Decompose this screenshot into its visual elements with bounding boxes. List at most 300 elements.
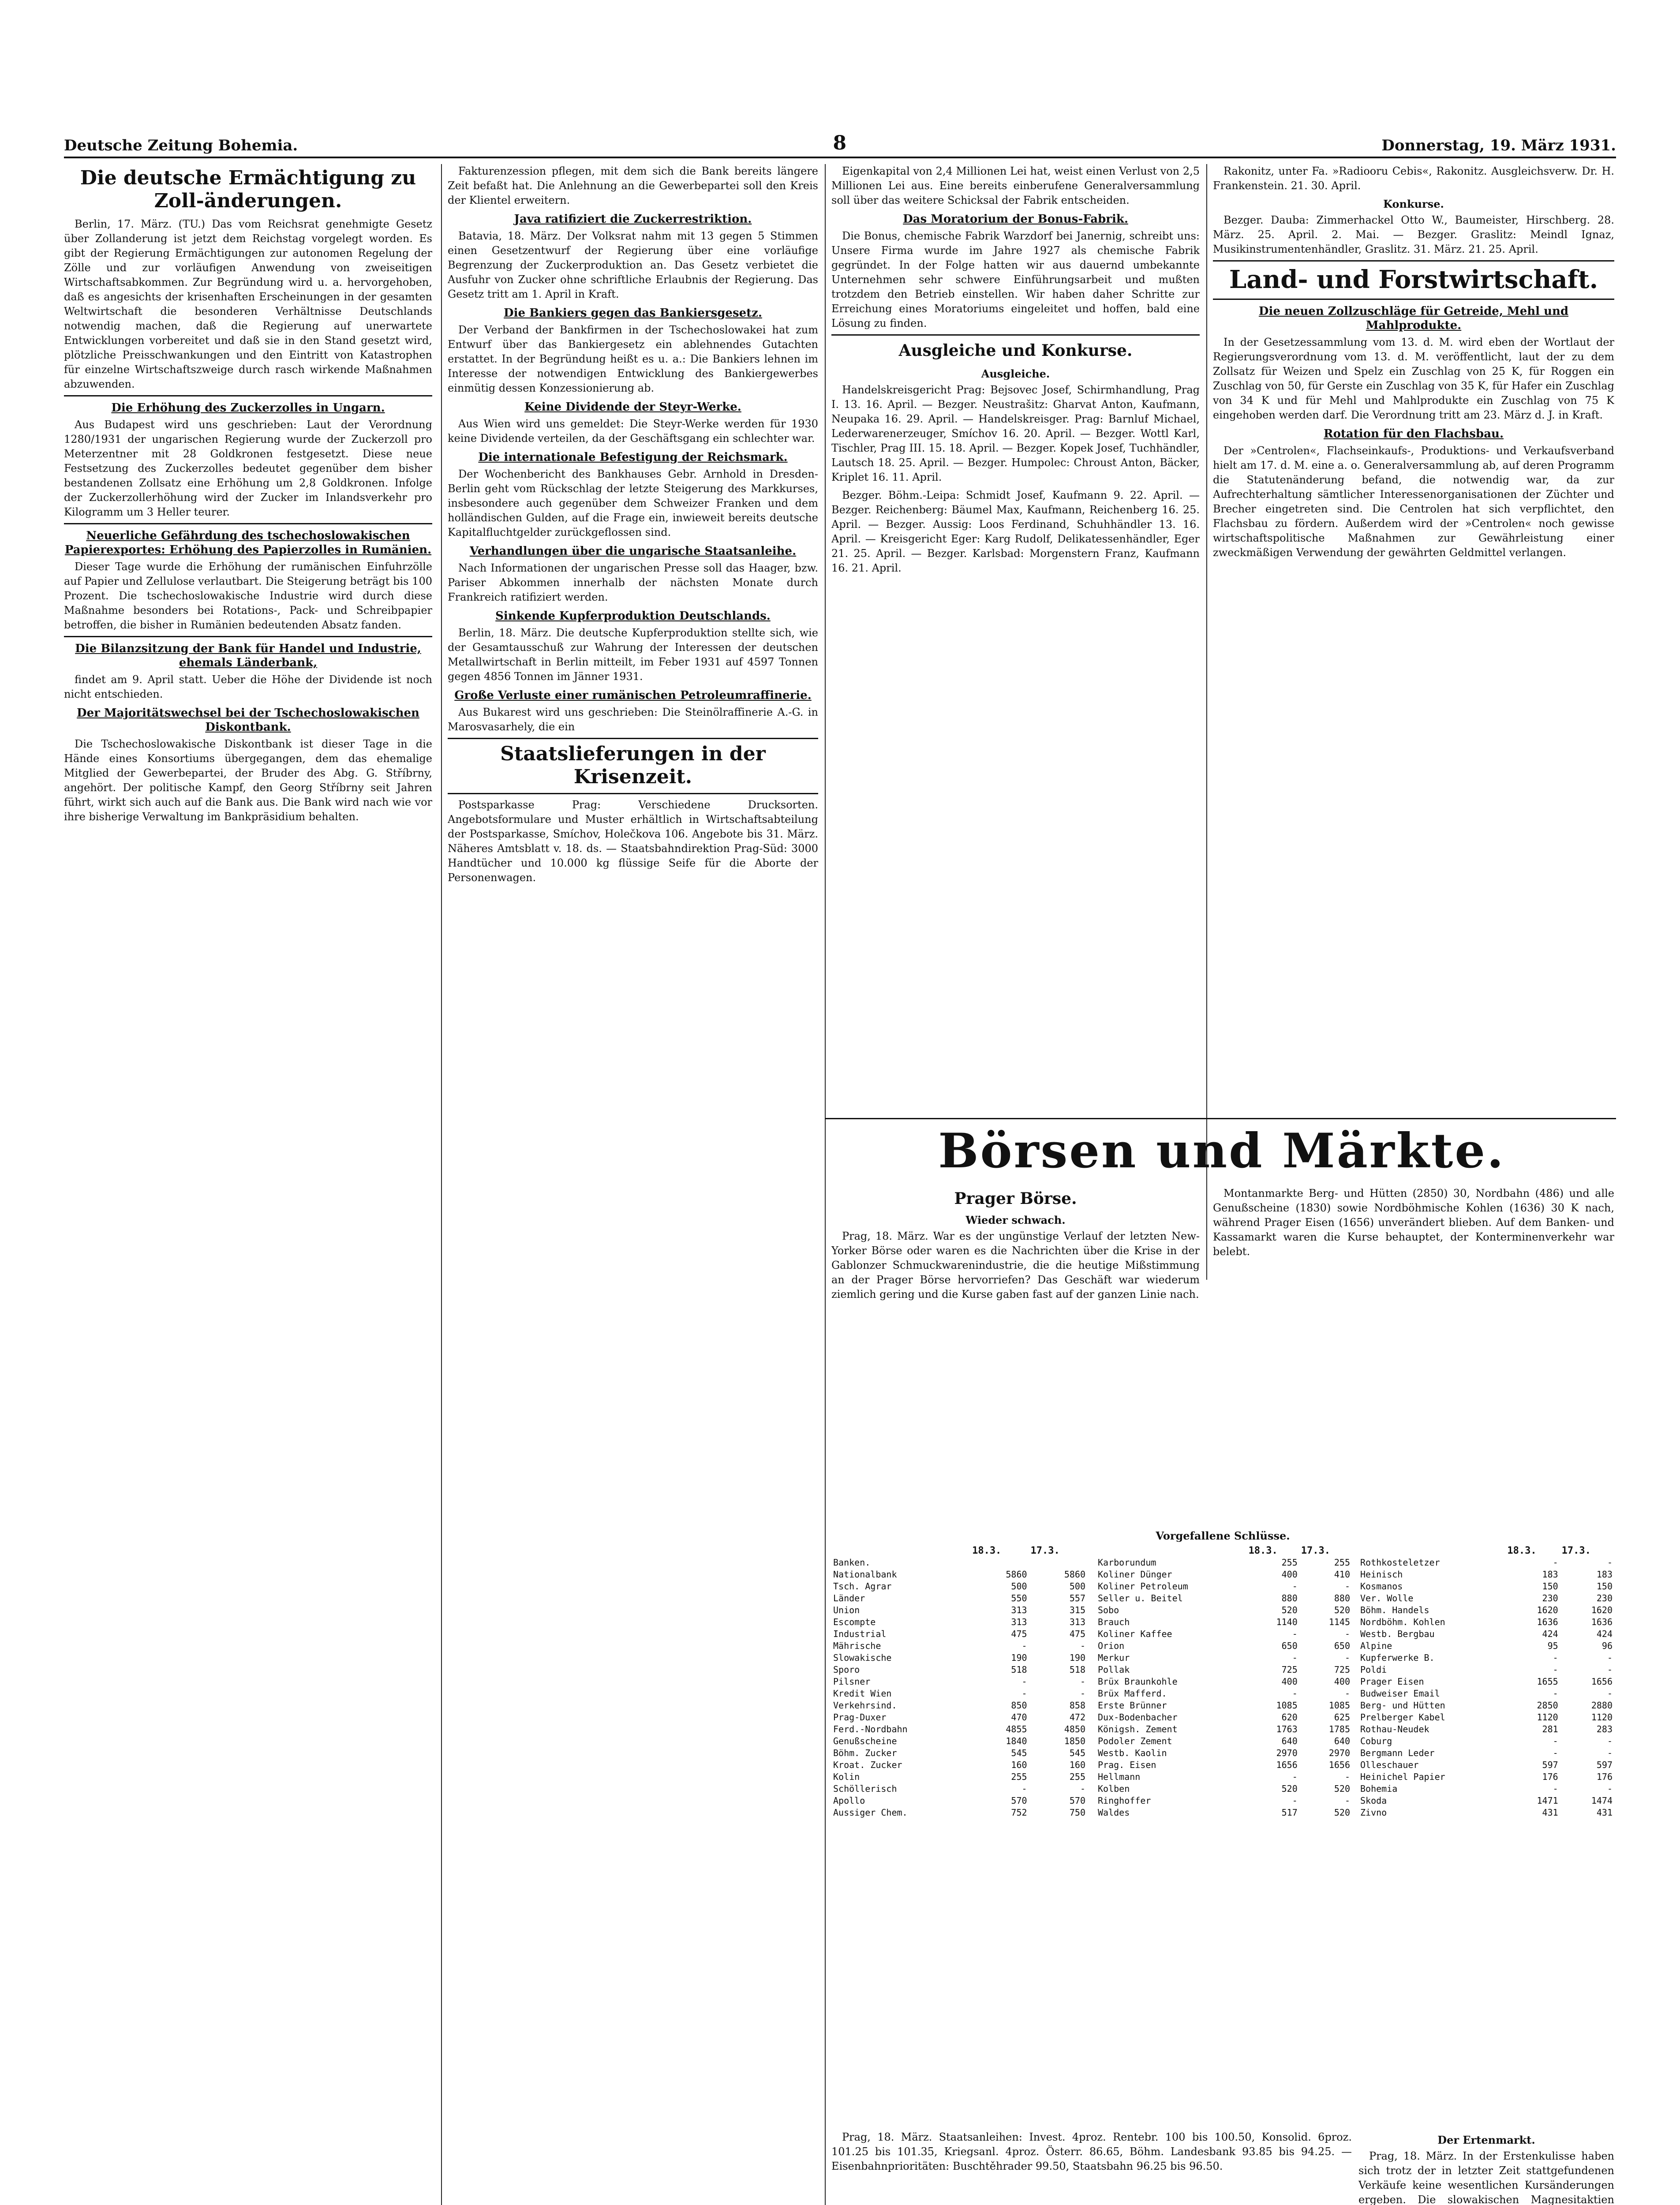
column-divider — [1206, 164, 1207, 1280]
security-price: - — [1607, 1783, 1613, 1794]
security-price: - — [1080, 1641, 1085, 1651]
table-row — [831, 1735, 1087, 1747]
article-paragraph: Postsparkasse Prag: Verschiedene Drucksorten. Angebotsformulare und Muster erhältlich in Wirtschaftsabteilung der Postsparkasse, Smíchov, Holečkova 106. Angebote bis 31. März. Näheres Amtsblatt v. 18. ds. — Staatsbahndirektion Prag-Süd: 3000 Handtücher und 10.000 kg flüssige Seife für die Aborte der Personenwagen. — [448, 799, 818, 884]
security-name: Berg- und Hütten — [1360, 1700, 1445, 1711]
security-price: 650 — [1281, 1641, 1298, 1651]
security-price: 431 — [1596, 1807, 1613, 1818]
table-row — [1358, 1723, 1614, 1735]
table-row — [1096, 1616, 1352, 1628]
table-row — [1358, 1652, 1614, 1664]
page-number: 8 — [833, 132, 847, 154]
security-name: Westb. Kaolin — [1098, 1748, 1167, 1758]
security-price: 2970 — [1328, 1748, 1350, 1758]
header-rule — [64, 157, 1616, 158]
security-price: - — [1292, 1795, 1298, 1806]
table-row — [1096, 1652, 1352, 1664]
security-price: 5860 — [1064, 1569, 1085, 1580]
table-row — [1096, 1688, 1352, 1700]
security-name: Erste Brünner — [1098, 1700, 1167, 1711]
security-price: 230 — [1596, 1593, 1613, 1603]
security-price: 1145 — [1328, 1617, 1350, 1627]
ertenmarkt-section — [1358, 2130, 1614, 2205]
column-divider — [825, 164, 826, 2205]
security-price: 183 — [1596, 1569, 1613, 1580]
security-price — [1029, 1557, 1087, 1569]
headline-zollzuschlaege: Die neuen Zollzuschläge für Getreide, Mehl und Mahlprodukte. — [1258, 305, 1569, 332]
table-row — [831, 1807, 1087, 1819]
security-name: Aussiger Chem. — [833, 1807, 908, 1818]
security-price: 570 — [1011, 1795, 1027, 1806]
security-price: 1785 — [1328, 1724, 1350, 1734]
table-row — [1096, 1640, 1352, 1652]
table-row — [831, 1664, 1087, 1676]
security-price: - — [1080, 1688, 1085, 1699]
security-name: Kupferwerke B. — [1360, 1652, 1435, 1663]
security-price: 1850 — [1064, 1736, 1085, 1746]
table-row — [831, 1688, 1087, 1700]
table-row — [1096, 1807, 1352, 1819]
security-name: Böhm. Zucker — [833, 1748, 897, 1758]
security-price: - — [1344, 1771, 1350, 1782]
table-row — [1096, 1569, 1352, 1581]
table-row — [831, 1783, 1087, 1795]
security-name: Westb. Bergbau — [1360, 1629, 1435, 1639]
security-name: Verkehrsind. — [833, 1700, 897, 1711]
security-name: Nationalbank — [833, 1569, 897, 1580]
article-paragraph: Der »Centrolen«, Flachseinkaufs-, Produktions- und Verkaufsverband hielt am 17. d. M. eine a. o. Generalversammlung ab, auf deren Programm die Statutenänderung befand, die notwendig war, da zur Aufrechterhaltung sämtlicher Interessenorganisationen der Züchter und Brecher eingetreten sind. Die Centrolen hat sich verpflichtet, den Flachsbau zu fördern. Außerdem wird der »Centrolen« noch gewisse wirtschaftspolitische Maßnahmen zur Gewährleistung einer zweckmäßigen Verwendung der gewährten Geldmittel verlangen. — [1213, 445, 1614, 559]
security-price: - — [1553, 1736, 1558, 1746]
security-price: 160 — [1069, 1760, 1085, 1770]
security-price: 640 — [1334, 1736, 1350, 1746]
security-price: 2970 — [1276, 1748, 1298, 1758]
headline-petroleum: Große Verluste einer rumänischen Petroleumraffinerie. — [454, 689, 812, 702]
table-row — [1096, 1712, 1352, 1723]
security-price: 472 — [1069, 1712, 1085, 1723]
quotes-column-3 — [1358, 1545, 1614, 1819]
security-price: 470 — [1011, 1712, 1027, 1723]
security-price: 313 — [1011, 1617, 1027, 1627]
security-name: Kredit Wien — [833, 1688, 892, 1699]
table-row — [831, 1628, 1087, 1640]
security-name: Escompte — [833, 1617, 876, 1627]
security-price: 313 — [1069, 1617, 1085, 1627]
security-name: Ringhoffer — [1098, 1795, 1151, 1806]
table-row — [1358, 1700, 1614, 1712]
headline-zucker-ungarn: Die Erhöhung des Zuckerzolles in Ungarn. — [111, 401, 385, 415]
boerse-column-right — [1213, 1186, 1614, 1521]
table-row — [1096, 1795, 1352, 1807]
security-name: Brüx Braunkohle — [1098, 1676, 1178, 1687]
subheading-konkurse: Konkurse. — [1383, 198, 1444, 210]
heading-schluesse: Vorgefallene Schlüsse. — [1156, 1529, 1290, 1542]
security-price: 650 — [1334, 1641, 1350, 1651]
security-name: Orion — [1098, 1641, 1125, 1651]
table-row — [831, 1759, 1087, 1771]
security-name: Rothkosteletzer — [1360, 1557, 1440, 1568]
security-name: Heinisch — [1360, 1569, 1403, 1580]
security-price — [970, 1557, 1029, 1569]
table-row — [1096, 1723, 1352, 1735]
headline-steyr: Keine Dividende der Steyr-Werke. — [524, 400, 741, 414]
security-name: Brüx Mafferd. — [1098, 1688, 1167, 1699]
table-row — [1358, 1592, 1614, 1604]
security-price: 1636 — [1537, 1617, 1558, 1627]
security-price: 597 — [1542, 1760, 1558, 1770]
security-name: Nordböhm. Kohlen — [1360, 1617, 1445, 1627]
security-price: 520 — [1334, 1605, 1350, 1615]
security-name: Rothau-Neudek — [1360, 1724, 1429, 1734]
section-rule — [1213, 260, 1614, 262]
security-price: - — [1292, 1771, 1298, 1782]
security-name: Heinichel Papier — [1360, 1771, 1445, 1782]
security-name: Poldi — [1360, 1664, 1387, 1675]
security-name: Koliner Dünger — [1098, 1569, 1172, 1580]
table-row — [1358, 1759, 1614, 1771]
security-price: 176 — [1596, 1771, 1613, 1782]
security-name: Prag-Duxer — [833, 1712, 887, 1723]
security-price: 5860 — [1006, 1569, 1027, 1580]
date-col-18: 18.3. — [972, 1545, 1002, 1556]
security-price: 190 — [1011, 1652, 1027, 1663]
security-name: Sporo — [833, 1664, 860, 1675]
table-row — [831, 1652, 1087, 1664]
article-paragraph: Die Bonus, chemische Fabrik Warzdorf bei Janernig, schreibt uns: Unsere Firma wurde im Jahre 1927 als chemische Fabrik gegründet. In der Folge hatten wir aus dauernd umbekannte Unternehmen sehr schwere Einführungsarbeit und mußten trotzdem den Betrieb einstellen. Wir haben daher Schritte zur Erreichung eines Moratoriums eingeleitet und hoffen, bald eine Lösung zu finden. — [831, 230, 1200, 329]
security-price: 500 — [1011, 1581, 1027, 1592]
headline-kupfer: Sinkende Kupferproduktion Deutschlands. — [495, 609, 771, 623]
security-price: 625 — [1334, 1712, 1350, 1723]
section-rule — [448, 738, 818, 739]
security-name: Seller u. Beitel — [1098, 1593, 1183, 1603]
subheading-ausgleiche: Ausgleiche. — [981, 367, 1050, 380]
article-paragraph: Aus Bukarest wird uns geschrieben: Die Steinölraffinerie A.-G. in Marosvasarhely, die ein — [448, 706, 818, 733]
security-price: 518 — [1011, 1664, 1027, 1675]
security-price: - — [1344, 1629, 1350, 1639]
security-price: - — [1607, 1736, 1613, 1746]
table-row — [1358, 1771, 1614, 1783]
article-paragraph: findet am 9. April statt. Ueber die Höhe der Dividende ist noch nicht entschieden. — [64, 673, 432, 700]
security-name: Hellmann — [1098, 1771, 1141, 1782]
security-name: Pilsner — [833, 1676, 871, 1687]
security-price: - — [1607, 1664, 1613, 1675]
article-paragraph: Bezger. Böhm.-Leipa: Schmidt Josef, Kaufmann 9. 22. April. — Bezger. Reichenberg: Bäumel Max, Kaufmann, Reichenberg 16. 25. April. — Bezger. Aussig: Loos Ferdinand, Schuhhändler 13. 16. April. — Kreisgericht Eger: Karg Rudolf, Delikatessenhändler, Eger 21. 25. April. — Bezger. Karlsbad: Morgenstern Franz, Kaufmann 16. 21. April. — [831, 489, 1200, 574]
article-paragraph: Rakonitz, unter Fa. »Radiooru Cebis«, Rakonitz. Ausgleichsverw. Dr. H. Frankenstein. 21. 30. April. — [1213, 165, 1614, 192]
table-row — [831, 1604, 1087, 1616]
security-name: Prag. Eisen — [1098, 1760, 1156, 1770]
security-name: Zivno — [1360, 1807, 1387, 1818]
headline-bankiers: Die Bankiers gegen das Bankiersgesetz. — [504, 306, 762, 320]
security-price: 475 — [1011, 1629, 1027, 1639]
security-price: 620 — [1281, 1712, 1298, 1723]
article-paragraph: Berlin, 18. März. Die deutsche Kupferproduktion stellte sich, wie der Gesamtausschuß zur Wahrung der Interessen der deutschen Metallwirtschaft in Berlin mitteilt, im Feber 1931 auf 4597 Tonnen gegen 4856 Tonnen im Jänner 1931. — [448, 627, 818, 683]
table-row — [1096, 1747, 1352, 1759]
security-price: 255 — [1281, 1557, 1298, 1568]
security-price: 750 — [1069, 1807, 1085, 1818]
security-name: Prelberger Kabel — [1360, 1712, 1445, 1723]
table-row — [1096, 1604, 1352, 1616]
article-paragraph: Prag, 18. März. Staatsanleihen: Invest. 4proz. Rentebr. 100 bis 100.50, Konsolid. 6proz. 101.25 bis 101.35, Kriegsanl. 4proz. Österr. 86.65, Böhm. Landesbank 93.85 bis 94.25. — Eisenbahnprioritäten: Buschtěhrader 99.50, Staatsbahn 96.25 bis 96.50. — [831, 2131, 1352, 2172]
security-name: Dux-Bodenbacher — [1098, 1712, 1178, 1723]
security-name: Pollak — [1098, 1664, 1130, 1675]
security-price: - — [1607, 1688, 1613, 1699]
security-price: 850 — [1011, 1700, 1027, 1711]
security-name: Königsh. Zement — [1098, 1724, 1178, 1734]
article-paragraph: Aus Wien wird uns gemeldet: Die Steyr-Werke werden für 1930 keine Dividende verteilen, da der Geschäftsgang ein schlechter war. — [448, 418, 818, 445]
security-price: 880 — [1281, 1593, 1298, 1603]
table-row — [1358, 1616, 1614, 1628]
table-row — [831, 1771, 1087, 1783]
security-price: - — [1607, 1748, 1613, 1758]
article-paragraph: Berlin, 17. März. (TU.) Das vom Reichsrat genehmigte Gesetz über Zollanderung ist jetzt dem Reichstag vorgelegt worden. Es gibt der Regierung Ermächtigungen zur autonomen Regelung der Zölle und zur vorläufigen Anwendung von zweiseitigen Wirtschaftsabkommen. Zur Begründung wird u. a. hervorgehoben, daß es angesichts der krisenhaften Erscheinungen in der gesamten Weltwirtschaft die besonderen Verhältnisse Deutschlands notwendig machen, daß die Regierung auf unerwartete Entwicklungen vorbereitet und daß sie in den Stand gesetzt wird, plötzliche Preisschwankungen und den Eintritt von Katastrophen für einzelne Wirtschaftszweige durch rasch wirkende Maßnahmen abzuwenden. — [64, 218, 432, 390]
security-price: 281 — [1542, 1724, 1558, 1734]
security-price: 1656 — [1591, 1676, 1613, 1687]
security-name: Waldes — [1098, 1807, 1130, 1818]
article-paragraph: Prag, 18. März. In der Erstenkulisse haben sich trotz der in letzter Zeit stattgefundenen Verkäufe keine wesentlichen Kursänderungen ergeben. Die slowakischen Magnesitaktien — [1358, 2150, 1614, 2205]
table-row — [1096, 1676, 1352, 1688]
security-price: - — [1553, 1664, 1558, 1675]
security-price: 725 — [1334, 1664, 1350, 1675]
security-name: Apollo — [833, 1795, 865, 1806]
security-price: 255 — [1334, 1557, 1350, 1568]
security-name: Mährische — [833, 1641, 881, 1651]
table-row — [831, 1640, 1087, 1652]
security-price: 313 — [1011, 1605, 1027, 1615]
table-row — [1096, 1581, 1352, 1592]
security-name: Tsch. Agrar — [833, 1581, 892, 1592]
security-price: 230 — [1542, 1593, 1558, 1603]
quotes-table — [831, 1545, 1087, 1819]
security-price: 475 — [1069, 1629, 1085, 1639]
table-row — [1096, 1592, 1352, 1604]
security-name: Budweiser Email — [1360, 1688, 1440, 1699]
security-price: 1763 — [1276, 1724, 1298, 1734]
security-price: 400 — [1281, 1676, 1298, 1687]
security-price: 517 — [1281, 1807, 1298, 1818]
security-name: Brauch — [1098, 1617, 1130, 1627]
security-price: 520 — [1334, 1783, 1350, 1794]
article-paragraph: Dieser Tage wurde die Erhöhung der rumänischen Einfuhrzölle auf Papier und Zellulose verlautbart. Die Steigerung beträgt bis 100 Prozent. Die tschechoslowakische Industrie wird durch diese Maßnahme besonders bei Rotations-, Pack- und Schreibpapier betroffen, die bisher in Rumänien bedeutenden Absatz fanden. — [64, 561, 432, 631]
security-name: Genußscheine — [833, 1736, 897, 1746]
security-name: Prager Eisen — [1360, 1676, 1424, 1687]
security-name: Ferd.-Nordbahn — [833, 1724, 908, 1734]
security-name: Sobo — [1098, 1605, 1119, 1615]
table-row — [1096, 1771, 1352, 1783]
security-price: - — [1553, 1748, 1558, 1758]
section-rule — [1213, 299, 1614, 300]
security-price: 520 — [1281, 1605, 1298, 1615]
security-price: 1120 — [1537, 1712, 1558, 1723]
table-row — [831, 1592, 1087, 1604]
security-name: Ver. Wolle — [1360, 1593, 1414, 1603]
table-row — [1358, 1735, 1614, 1747]
security-price: 424 — [1596, 1629, 1613, 1639]
table-row — [1096, 1557, 1352, 1569]
headline-bonus: Das Moratorium der Bonus-Fabrik. — [903, 213, 1128, 226]
section-rule — [64, 636, 432, 637]
table-row — [1358, 1783, 1614, 1795]
security-name: Podoler Zement — [1098, 1736, 1172, 1746]
security-price: - — [1344, 1652, 1350, 1663]
section-rule — [64, 395, 432, 396]
security-name: Kroat. Zucker — [833, 1760, 902, 1770]
date-col-17: 17.3. — [1561, 1545, 1591, 1556]
security-price: 1655 — [1537, 1676, 1558, 1687]
security-price: 570 — [1069, 1795, 1085, 1806]
section-title-ausgleiche: Ausgleiche und Konkurse. — [898, 341, 1133, 360]
table-row — [1358, 1688, 1614, 1700]
article-paragraph: Aus Budapest wird uns geschrieben: Laut der Verordnung 1280/1931 der ungarischen Regierung wurde der Zuckerzoll pro Meterzentner mit 28 Goldkronen festgesetzt. Diese neue Festsetzung des Zuckerzolles bedeutet gegenüber dem bisher bestandenen Zollsatz eine Erhöhung um 2,8 Goldkronen. Infolge der Zuckerzollerhöhung wird der Zucker im Inlandsverkehr pro Kilogramm um 3 Heller teurer. — [64, 419, 432, 518]
security-price: 255 — [1011, 1771, 1027, 1782]
security-name: Olleschauer — [1360, 1760, 1419, 1770]
quotes-column-2 — [1096, 1545, 1352, 1819]
security-price: 96 — [1601, 1641, 1613, 1651]
security-name: Skoda — [1360, 1795, 1387, 1806]
security-price: 520 — [1334, 1807, 1350, 1818]
security-price: 183 — [1542, 1569, 1558, 1580]
quotes-table — [1096, 1545, 1352, 1819]
table-row — [1358, 1640, 1614, 1652]
security-price: 1120 — [1591, 1712, 1613, 1723]
article-paragraph: In der Gesetzessammlung vom 13. d. M. wird eben der Wortlaut der Regierungsverordnung vom 13. d. M. veröffentlicht, laut der zu dem Zollsatz für Weizen und Spelz ein Zuschlag von 25 K, für Roggen ein Zuschlag von 50, für Gerste ein Zuschlag von 35 K, für Hafer ein Zuschlag von 34 K und für Mehl und Mahlprodukte ein Zuschlag von 75 K eingehoben werden darf. Die Verordnung tritt am 23. März d. J. in Kraft. — [1213, 336, 1614, 421]
security-price: 160 — [1011, 1760, 1027, 1770]
section-rule — [448, 793, 818, 794]
subheading-wieder-schwach: Wieder schwach. — [965, 1214, 1066, 1226]
table-row — [831, 1700, 1087, 1712]
article-paragraph: Die Tschechoslowakische Diskontbank ist dieser Tage in die Hände eines Konsortiums übergegangen, dem das ehemalige Mitglied der Gewerbepartei, der Bruder des Abg. G. Stříbrny, angehört. Der politische Kampf, den Georg Stříbrny seit Jahren führt, wirkt sich auch auf die Bank aus. Die Bank wird nach wie vor ihre bisherige Verwaltung im Bankpräsidium behalten. — [64, 738, 432, 823]
article-paragraph: Der Wochenbericht des Bankhauses Gebr. Arnhold in Dresden-Berlin geht vom Rückschlag der letzte Steigerung des Markkurses, insbesondere auch gegenüber dem Schweizer Franken und dem holländischen Gulden, auf die Frage ein, inwieweit bereits deutsche Kapitalfluchtgelder zurückgeflossen sind. — [448, 468, 818, 538]
table-row — [1096, 1783, 1352, 1795]
security-price: 597 — [1596, 1760, 1613, 1770]
heading-prager-boerse: Prager Börse. — [954, 1189, 1077, 1208]
table-row — [831, 1723, 1087, 1735]
security-price: 500 — [1069, 1581, 1085, 1592]
security-name: Banken. — [833, 1557, 871, 1568]
security-price: - — [1553, 1652, 1558, 1663]
security-price: - — [1021, 1641, 1027, 1651]
security-price: 95 — [1547, 1641, 1558, 1651]
security-price: 150 — [1542, 1581, 1558, 1592]
security-price: 1840 — [1006, 1736, 1027, 1746]
table-row — [831, 1557, 1087, 1569]
table-row — [1358, 1557, 1614, 1569]
headline-bilanz: Die Bilanzsitzung der Bank für Handel und Industrie, ehemals Länderbank, — [75, 642, 421, 669]
security-price: 1085 — [1276, 1700, 1298, 1711]
article-paragraph: Eigenkapital von 2,4 Millionen Lei hat, weist einen Verlust von 2,5 Millionen Lei aus. Eine bereits einberufene Generalversammlung soll über das weitere Schicksal der Fabrik entscheiden. — [831, 165, 1200, 206]
security-price: - — [1553, 1557, 1558, 1568]
article-title-zoll: Die deutsche Ermächtigung zu Zoll-änderungen. — [80, 167, 416, 212]
headline-papier: Neuerliche Gefährdung des tschechoslowakischen Papierexportes: Erhöhung des Papierzolles in Rumänien. — [64, 529, 432, 557]
security-price: 1656 — [1328, 1760, 1350, 1770]
security-name: Kosmanos — [1360, 1581, 1403, 1592]
security-price: 190 — [1069, 1652, 1085, 1663]
table-row — [1096, 1628, 1352, 1640]
table-row — [831, 1795, 1087, 1807]
table-row — [1358, 1676, 1614, 1688]
security-price: 431 — [1542, 1807, 1558, 1818]
security-price: - — [1080, 1676, 1085, 1687]
table-row — [1358, 1628, 1614, 1640]
boerse-top-rule — [825, 1118, 1616, 1119]
column-2 — [448, 164, 818, 2205]
security-price: 4850 — [1064, 1724, 1085, 1734]
security-price: 752 — [1011, 1807, 1027, 1818]
page-header — [64, 128, 1616, 154]
column-1 — [64, 164, 432, 2205]
security-price: 545 — [1069, 1748, 1085, 1758]
security-price: 424 — [1542, 1629, 1558, 1639]
security-price: 545 — [1011, 1748, 1027, 1758]
table-row — [1358, 1581, 1614, 1592]
security-price: - — [1553, 1783, 1558, 1794]
security-price: 880 — [1334, 1593, 1350, 1603]
column-4 — [1213, 164, 1614, 1275]
security-name: Bergmann Leder — [1360, 1748, 1435, 1758]
table-row — [1358, 1664, 1614, 1676]
article-paragraph: Batavia, 18. März. Der Volksrat nahm mit 13 gegen 5 Stimmen einen Gesetzentwurf der Regierung über eine vorläufige Begrenzung der Zuckerproduktion an. Das Gesetz verbietet die Ausfuhr von Zucker ohne schriftliche Erlaubnis der Regierung. Das Gesetz tritt am 1. April in Kraft. — [448, 230, 818, 300]
security-price: 725 — [1281, 1664, 1298, 1675]
table-row — [1358, 1712, 1614, 1723]
security-price: 640 — [1281, 1736, 1298, 1746]
security-price: 858 — [1069, 1700, 1085, 1711]
security-price: - — [1292, 1688, 1298, 1699]
security-price: - — [1344, 1581, 1350, 1592]
headline-flachsbau: Rotation für den Flachsbau. — [1323, 427, 1504, 441]
security-price: - — [1607, 1652, 1613, 1663]
security-price: 520 — [1281, 1783, 1298, 1794]
article-paragraph: Montanmarkte Berg- und Hütten (2850) 30, Nordbahn (486) und alle Genußscheine (1830) sowie Nordböhmische Kohlen (1636) 30 K nach, während Prager Eisen (1656) unverändert blieben. Auf dem Banken- und Kassamarkt waren die Kurse behauptet, der Konterminenverkehr war belebt. — [1213, 1187, 1614, 1258]
date-col-17: 17.3. — [1030, 1545, 1060, 1556]
boerse-column-left — [831, 1186, 1200, 1521]
security-name: Bohemia — [1360, 1783, 1398, 1794]
headline-diskontbank: Der Majoritätswechsel bei der Tschechoslowakischen Diskontbank. — [77, 706, 419, 734]
date-col-17: 17.3. — [1301, 1545, 1330, 1556]
table-row — [831, 1581, 1087, 1592]
security-price: - — [1080, 1783, 1085, 1794]
table-row — [1358, 1795, 1614, 1807]
headline-reichsmark: Die internationale Befestigung der Reichsmark. — [478, 451, 788, 464]
table-row — [831, 1569, 1087, 1581]
security-price: 4855 — [1006, 1724, 1027, 1734]
section-title-staatslieferungen: Staatslieferungen in der Krisenzeit. — [500, 743, 766, 788]
quotes-column-1 — [831, 1545, 1087, 1819]
table-row — [1096, 1735, 1352, 1747]
security-price: - — [1021, 1783, 1027, 1794]
security-price: 2880 — [1591, 1700, 1613, 1711]
security-price: 557 — [1069, 1593, 1085, 1603]
security-price: 1620 — [1537, 1605, 1558, 1615]
security-price: 315 — [1069, 1605, 1085, 1615]
security-price: 1620 — [1591, 1605, 1613, 1615]
security-price: 2850 — [1537, 1700, 1558, 1711]
security-price: 150 — [1596, 1581, 1613, 1592]
article-paragraph: Prag, 18. März. War es der ungünstige Verlauf der letzten New-Yorker Börse oder waren es die Nachrichten über die Krise in der Gablonzer Schmuckwarenindustrie, die die heutige Mißstimmung an der Prager Börse hervorriefen? Das Geschäft war wiederum ziemlich gering und die Kurse gaben fast auf der ganzen Linie nach. — [831, 1230, 1200, 1301]
security-price: 1656 — [1276, 1760, 1298, 1770]
section-title-land-forst: Land- und Forstwirtschaft. — [1229, 265, 1598, 294]
security-name: Schöllerisch — [833, 1783, 897, 1794]
security-name: Karborundum — [1098, 1557, 1156, 1568]
security-price: - — [1021, 1688, 1027, 1699]
security-price: - — [1607, 1557, 1613, 1568]
section-rule — [64, 523, 432, 524]
security-name: Alpine — [1360, 1641, 1392, 1651]
security-name: Länder — [833, 1593, 865, 1603]
article-paragraph: Nach Informationen der ungarischen Presse soll das Haager, bzw. Pariser Abkommen innerhalb der nächsten Monate durch Frankreich ratifiziert werden. — [448, 562, 818, 603]
table-row — [831, 1676, 1087, 1688]
bonds-section — [831, 2130, 1352, 2205]
headline-staatsanleihe: Verhandlungen über die ungarische Staatsanleihe. — [469, 545, 797, 558]
security-name: Industrial — [833, 1629, 887, 1639]
security-name: Union — [833, 1605, 860, 1615]
security-price: 1085 — [1328, 1700, 1350, 1711]
